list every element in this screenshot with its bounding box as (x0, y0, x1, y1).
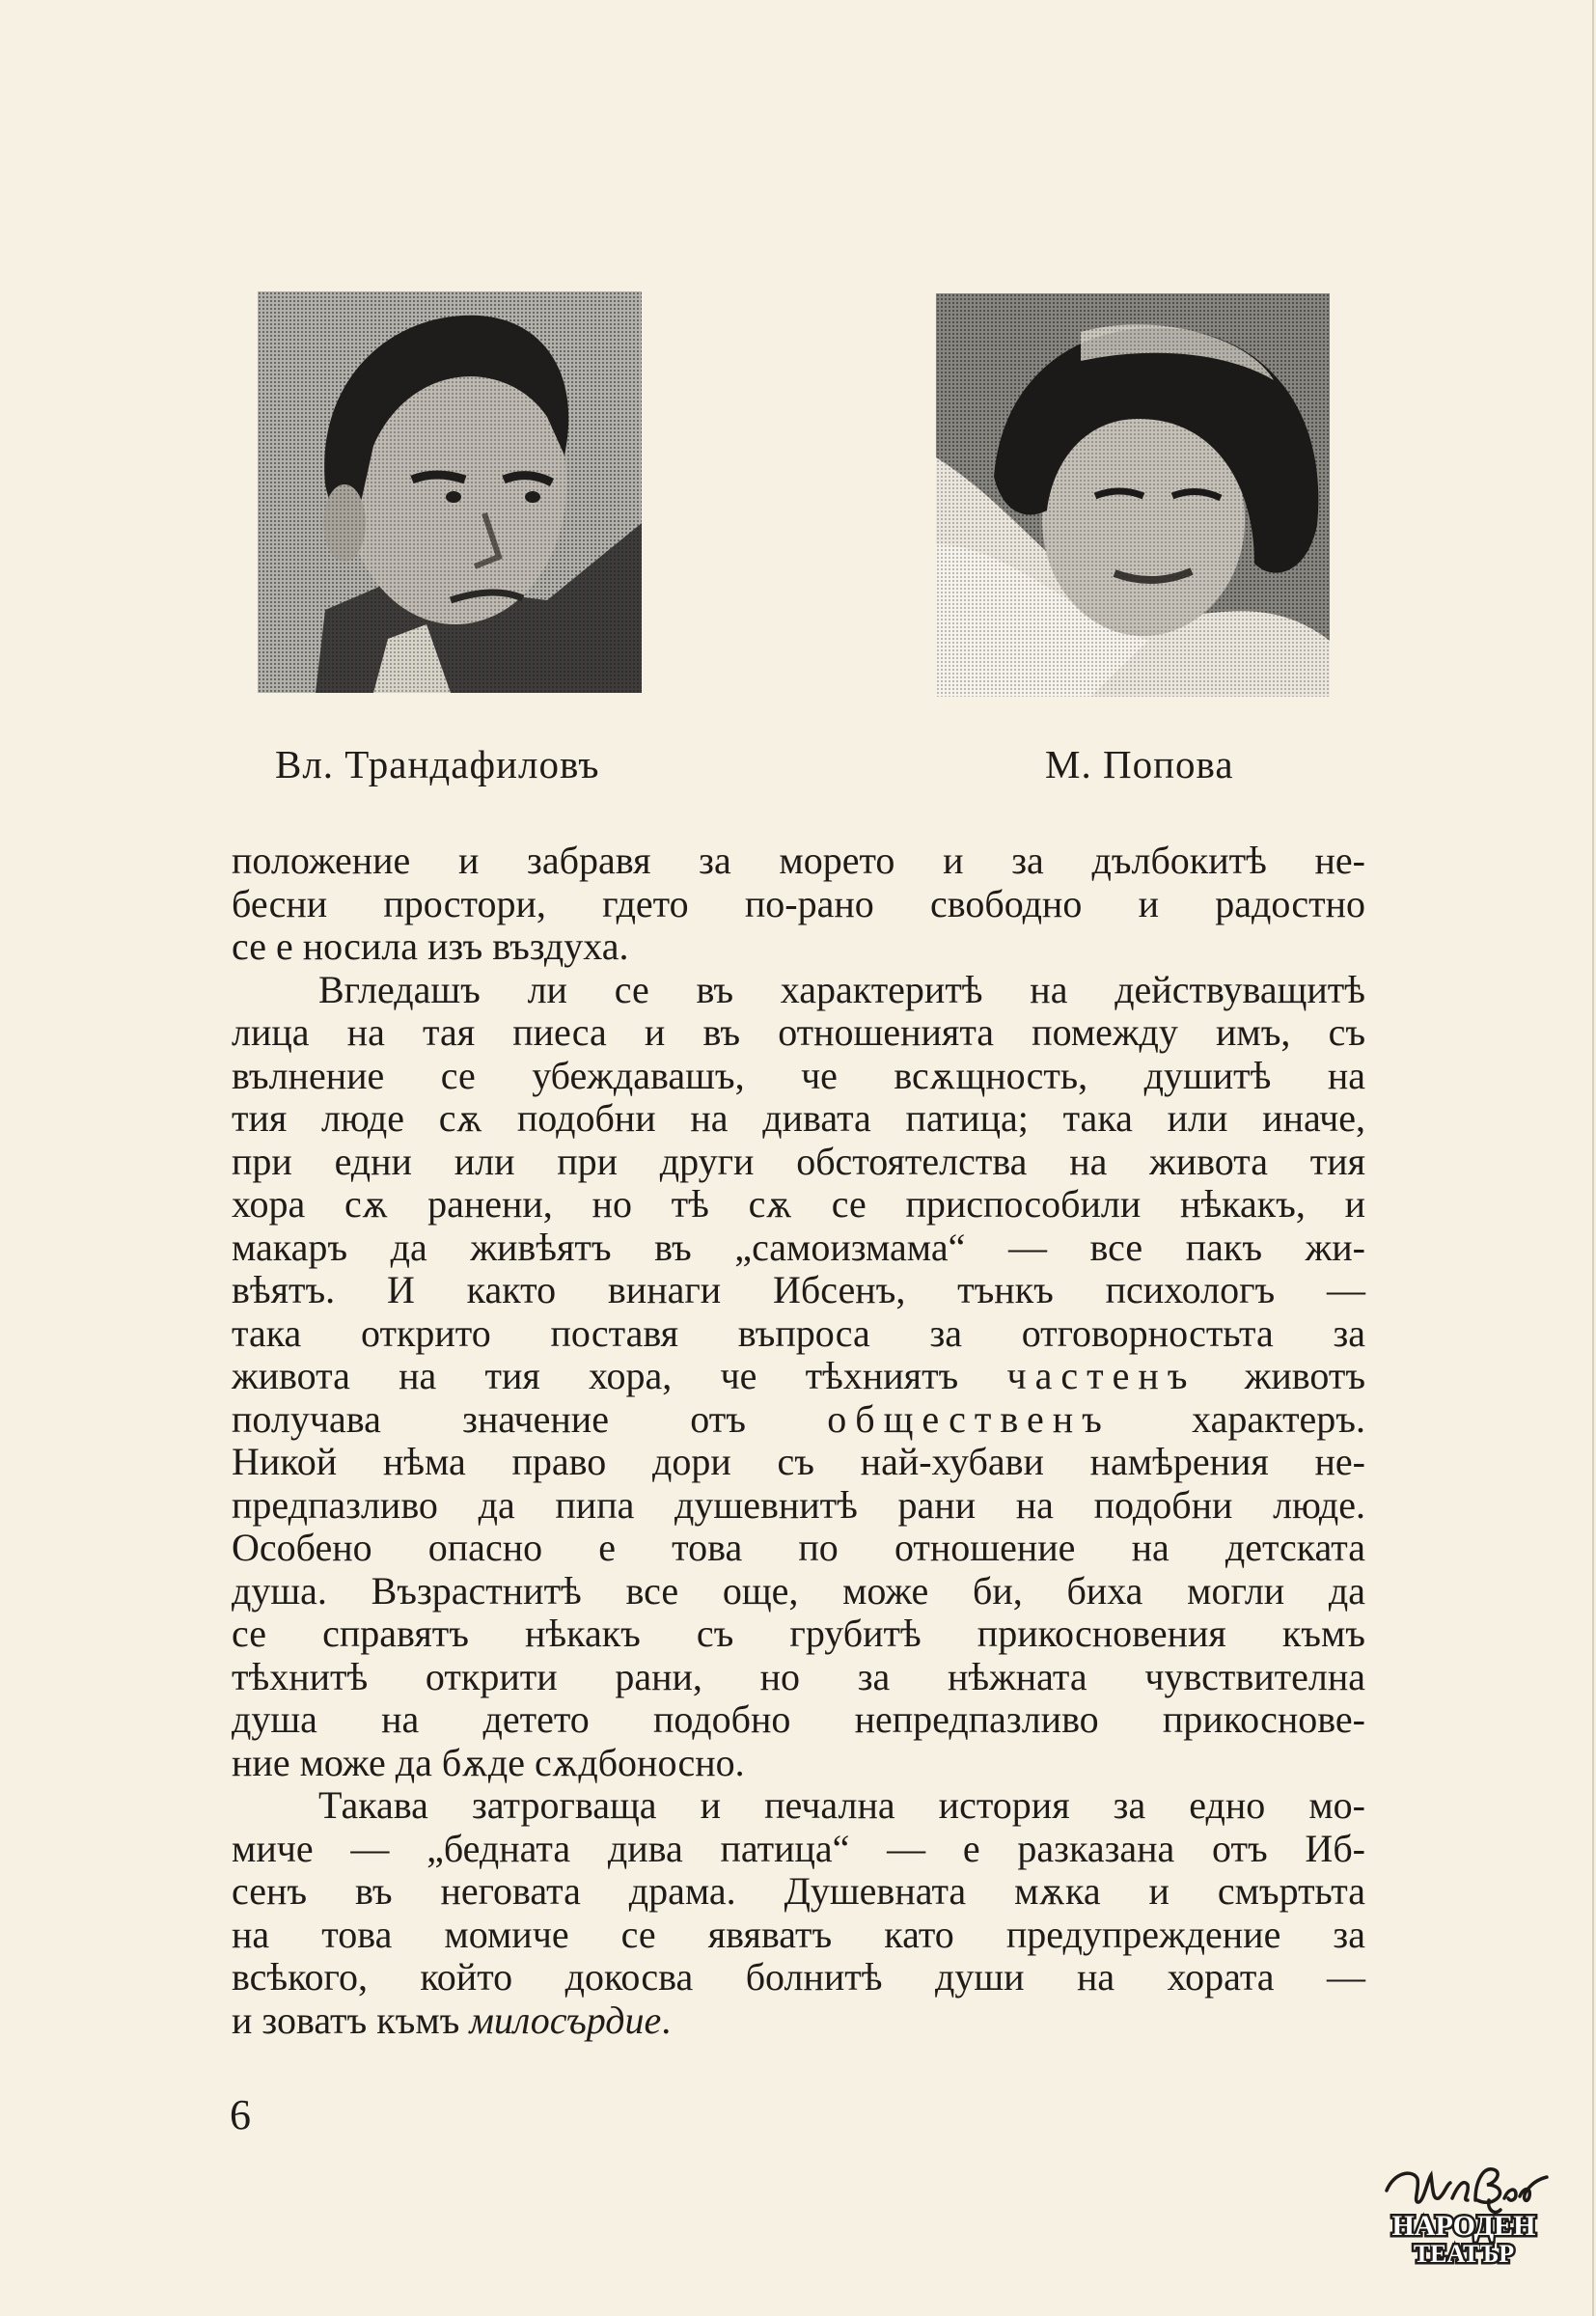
text-line (232, 1011, 1365, 1055)
text-run: и зоватъ къмъ (232, 1998, 470, 2042)
text-line (232, 1141, 1365, 1184)
portrait-woman-image (936, 293, 1330, 697)
text-line (232, 1097, 1365, 1141)
text-line (232, 1698, 1365, 1742)
text-run: макаръ да живѣятъ въ „самоизмама“ — все пакъ жи- (232, 1225, 1365, 1269)
text-line (232, 1956, 1365, 1999)
text-run: при едни или при други обстоятелства на живота тия (232, 1139, 1365, 1183)
text-line (232, 1914, 1365, 1957)
text-run: предпазливо да пипа душевнитѣ рани на подобни люде. (232, 1482, 1365, 1527)
text-run: на това момиче се явяватъ като предупреждение за (232, 1912, 1365, 1956)
text-run: получава значение отъ (232, 1396, 828, 1441)
text-run: сенъ въ неговата драма. Душевната мѫка и смъртьта (232, 1869, 1365, 1913)
text-run: живота на тия хора, че тѣхниятъ (232, 1354, 1007, 1397)
text-line (232, 1441, 1365, 1484)
text-run: се е носила изъ въздуха. (232, 924, 629, 968)
text-line (232, 1527, 1365, 1570)
text-run: ние може да бѫде сѫдбоносно. (232, 1740, 745, 1784)
portrait-photo-popova (936, 293, 1330, 697)
page-number: 6 (230, 2091, 251, 2138)
portrait-photo-trandafilov (258, 291, 642, 693)
photo-caption-right: М. Попова (1045, 742, 1234, 786)
logo-line2: ТЕАТЪР (1413, 2240, 1515, 2268)
text-line (232, 1398, 1365, 1442)
text-run: животъ (1196, 1354, 1365, 1397)
text-line (232, 1570, 1365, 1613)
text-line (232, 1656, 1365, 1699)
text-run: Особено опасно е това по отношение на детската (232, 1526, 1365, 1569)
text-line (232, 1613, 1365, 1656)
text-run: душа. Възрастнитѣ все още, може би, биха могли да (232, 1568, 1365, 1613)
text-line (232, 840, 1365, 883)
text-run: се справятъ нѣкакъ съ грубитѣ прикосновения къмъ (232, 1612, 1365, 1655)
text-run: характеръ. (1110, 1396, 1365, 1441)
text-run: лица на тая пиеса и въ отношенията помежду имъ, съ (232, 1010, 1365, 1054)
text-line (232, 1227, 1365, 1270)
portrait-man-image (258, 291, 642, 693)
text-line (232, 1828, 1365, 1871)
text-line (232, 1999, 1365, 2043)
spaced-emphasis: частенъ (1006, 1354, 1197, 1397)
text-run: бесни простори, гдето по-рано свободно и радостно (232, 881, 1365, 925)
text-run: вѣятъ. И както винаги Ибсенъ, тънкъ психологъ — (232, 1268, 1365, 1311)
text-line (232, 1742, 1365, 1785)
text-run: хора сѫ ранени, но тѣ сѫ се приспособили нѣкакъ, и (232, 1182, 1365, 1226)
text-run: тия люде сѫ подобни на дивата патица; така или иначе, (232, 1096, 1365, 1140)
theatre-logo (1375, 2162, 1554, 2268)
text-line (232, 969, 1365, 1012)
text-run: Никой нѣма право дори съ най-хубави намѣрения не- (232, 1440, 1365, 1483)
text-line (232, 1269, 1365, 1312)
italic-emphasis: милосърдие (469, 1998, 662, 2042)
text-run: положение и забравя за морето и за дълбокитѣ не- (232, 839, 1365, 882)
text-run: всѣкого, който докосва болнитѣ души на хората — (232, 1955, 1365, 1999)
page-edge (1592, 0, 1594, 2316)
text-line (232, 1484, 1365, 1528)
logo-line1: НАРОДЕН (1391, 2210, 1536, 2242)
text-run: Вгледашъ ли се въ характеритѣ на действуващитѣ (318, 967, 1365, 1011)
text-run: Такава затрогваща и печална история за едно мо- (318, 1783, 1365, 1827)
text-line (232, 883, 1365, 926)
text-run: тѣхнитѣ открити рани, но за нѣжната чувствителна (232, 1654, 1365, 1698)
text-line (232, 1312, 1365, 1356)
national-theatre-logo-icon (1375, 2162, 1554, 2268)
text-line (232, 1870, 1365, 1914)
text-run: вълнение се убеждавашъ, че всѫщность, душитѣ на (232, 1053, 1365, 1097)
photo-caption-left: Вл. Трандафиловъ (275, 742, 600, 786)
text-line (232, 1055, 1365, 1098)
text-run: душа на детето подобно непредпазливо прикоснове- (232, 1697, 1365, 1741)
text-line (232, 1183, 1365, 1227)
text-run: така открито поставя въпроса за отговорностьта за (232, 1310, 1365, 1355)
text-line (232, 1784, 1365, 1828)
text-run: миче — „бедната дива патица“ — е разказана отъ Иб- (232, 1826, 1365, 1870)
body-text (232, 840, 1365, 2042)
text-line (232, 1355, 1365, 1398)
text-run: . (661, 1998, 672, 2042)
spaced-emphasis: общественъ (827, 1396, 1111, 1441)
text-line (232, 925, 1365, 969)
